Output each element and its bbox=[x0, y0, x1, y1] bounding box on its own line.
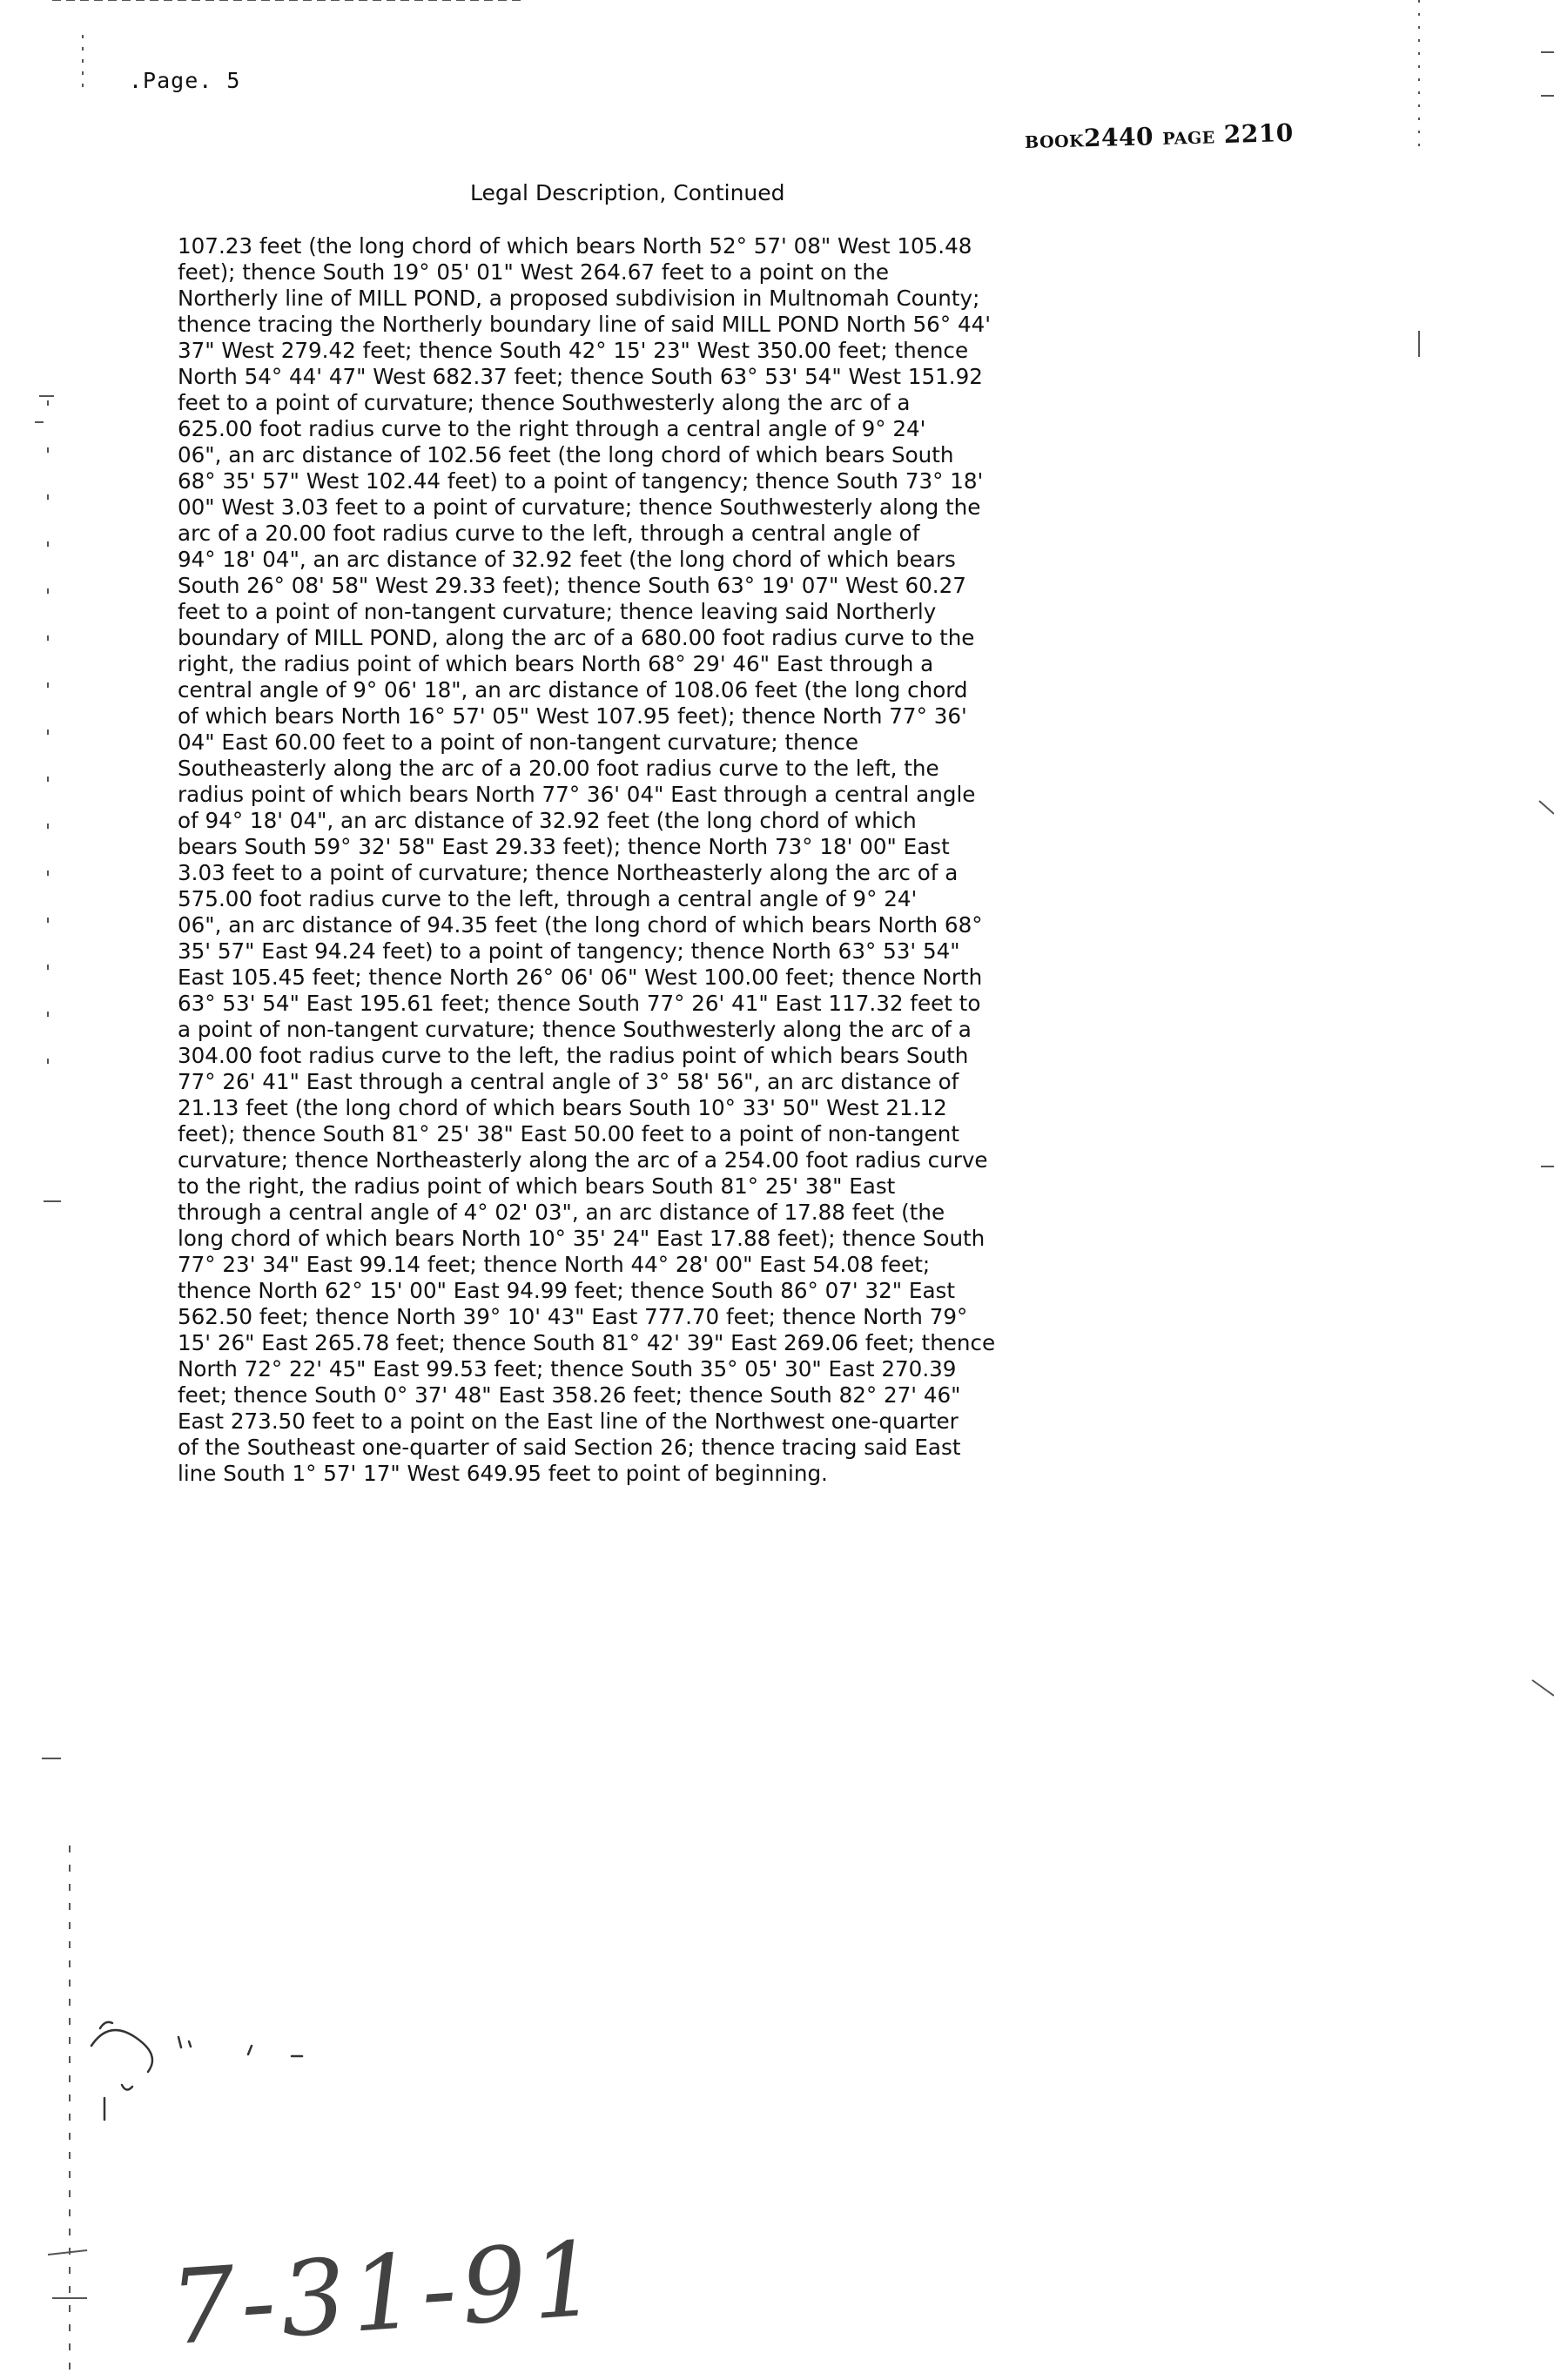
body-text-line: 77° 26' 41" East through a central angle of 3° 58' 56", an arc distance of bbox=[178, 1069, 959, 1094]
legal-description-body bbox=[178, 233, 1179, 1487]
body-text-line: of the Southeast one-quarter of said Section 26; thence tracing said East bbox=[178, 1435, 961, 1460]
body-text-line: line South 1° 57' 17" West 649.95 feet to point of beginning. bbox=[178, 1461, 828, 1486]
body-text-line: feet); thence South 81° 25' 38" East 50.00 feet to a point of non-tangent bbox=[178, 1121, 959, 1146]
handwritten-date: 7-31-91 bbox=[165, 2217, 607, 2369]
body-text-line: East 105.45 feet; thence North 26° 06' 06" West 100.00 feet; thence North bbox=[178, 965, 983, 990]
body-text-line: East 273.50 feet to a point on the East line of the Northwest one-quarter bbox=[178, 1409, 959, 1434]
body-text-line: Northerly line of MILL POND, a proposed subdivision in Multnomah County; bbox=[178, 286, 980, 311]
body-text-line: feet; thence South 0° 37' 48" East 358.26 feet; thence South 82° 27' 46" bbox=[178, 1382, 961, 1408]
body-text-line: 107.23 feet (the long chord of which bears North 52° 57' 08" West 105.48 bbox=[178, 233, 972, 259]
body-text-line: feet to a point of non-tangent curvature; thence leaving said Northerly bbox=[178, 599, 937, 624]
book-number: 2440 bbox=[1083, 122, 1154, 153]
handwritten-initials-scribble bbox=[83, 2002, 361, 2124]
body-text-line: of 94° 18' 04", an arc distance of 32.92 feet (the long chord of which bbox=[178, 808, 917, 833]
body-text-line: boundary of MILL POND, along the arc of a 680.00 foot radius curve to the bbox=[178, 625, 975, 650]
body-text-line: 06", an arc distance of 94.35 feet (the long chord of which bears North 68° bbox=[178, 912, 983, 938]
body-text-line: to the right, the radius point of which bears South 81° 25' 38" East bbox=[178, 1173, 896, 1199]
body-text-line: long chord of which bears North 10° 35' 24" East 17.88 feet); thence South bbox=[178, 1226, 986, 1251]
body-text-line: right, the radius point of which bears North 68° 29' 46" East through a bbox=[178, 651, 934, 676]
body-text-line: 562.50 feet; thence North 39° 10' 43" East 777.70 feet; thence North 79° bbox=[178, 1304, 968, 1329]
body-text-line: 77° 23' 34" East 99.14 feet; thence North 44° 28' 00" East 54.08 feet; bbox=[178, 1252, 931, 1277]
body-text-line: 575.00 foot radius curve to the left, through a central angle of 9° 24' bbox=[178, 886, 918, 911]
body-text-line: central angle of 9° 06' 18", an arc distance of 108.06 feet (the long chord bbox=[178, 677, 968, 703]
body-text-line: North 72° 22' 45" East 99.53 feet; thence South 35° 05' 30" East 270.39 bbox=[178, 1356, 957, 1382]
body-text-line: thence tracing the Northerly boundary line of said MILL POND North 56° 44' bbox=[178, 312, 991, 337]
body-text-line: feet); thence South 19° 05' 01" West 264.67 feet to a point on the bbox=[178, 259, 889, 285]
body-text-line: Southeasterly along the arc of a 20.00 foot radius curve to the left, the bbox=[178, 756, 939, 781]
body-text-line: 15' 26" East 265.78 feet; thence South 81° 42' 39" East 269.06 feet; thence bbox=[178, 1330, 996, 1355]
body-text-line: 625.00 foot radius curve to the right through a central angle of 9° 24' bbox=[178, 416, 926, 441]
body-text-line: 3.03 feet to a point of curvature; thence Northeasterly along the arc of a bbox=[178, 860, 959, 885]
section-heading: Legal Description, Continued bbox=[470, 180, 785, 205]
body-text-line: through a central angle of 4° 02' 03", an arc distance of 17.88 feet (the bbox=[178, 1200, 945, 1225]
body-text-line: 35' 57" East 94.24 feet) to a point of tangency; thence North 63° 53' 54" bbox=[178, 938, 960, 964]
body-text-line: bears South 59° 32' 58" East 29.33 feet); thence North 73° 18' 00" East bbox=[178, 834, 950, 859]
book-prefix: BOOK bbox=[1024, 131, 1085, 153]
body-text-line: 37" West 279.42 feet; thence South 42° 15' 23" West 350.00 feet; thence bbox=[178, 338, 969, 363]
page-prefix: PAGE bbox=[1162, 128, 1215, 149]
body-text-line: 94° 18' 04", an arc distance of 32.92 feet (the long chord of which bears bbox=[178, 547, 956, 572]
body-text-line: South 26° 08' 58" West 29.33 feet); thence South 63° 19' 07" West 60.27 bbox=[178, 573, 966, 598]
body-text-line: 304.00 foot radius curve to the left, the radius point of which bears South bbox=[178, 1043, 969, 1068]
body-text-line: 04" East 60.00 feet to a point of non-tangent curvature; thence bbox=[178, 729, 859, 755]
body-text-line: of which bears North 16° 57' 05" West 107.95 feet); thence North 77° 36' bbox=[178, 703, 967, 729]
body-text-line: curvature; thence Northeasterly along the arc of a 254.00 foot radius curve bbox=[178, 1147, 988, 1173]
body-text-line: 21.13 feet (the long chord of which bears South 10° 33' 50" West 21.12 bbox=[178, 1095, 947, 1120]
body-text-line: arc of a 20.00 foot radius curve to the left, through a central angle of bbox=[178, 521, 920, 546]
body-text-line: feet to a point of curvature; thence Southwesterly along the arc of a bbox=[178, 390, 911, 415]
page-number-label: .Page. 5 bbox=[129, 68, 241, 93]
body-text-line: radius point of which bears North 77° 36' 04" East through a central angle bbox=[178, 782, 976, 807]
body-text-line: 06", an arc distance of 102.56 feet (the long chord of which bears South bbox=[178, 442, 954, 467]
body-text-line: a point of non-tangent curvature; thence Southwesterly along the arc of a bbox=[178, 1017, 972, 1042]
body-text-line: 68° 35' 57" West 102.44 feet) to a point of tangency; thence South 73° 18' bbox=[178, 468, 984, 494]
body-text-line: 00" West 3.03 feet to a point of curvature; thence Southwesterly along the bbox=[178, 494, 981, 520]
body-text-line: thence North 62° 15' 00" East 94.99 feet; thence South 86° 07' 32" East bbox=[178, 1278, 955, 1303]
body-text-line: 63° 53' 54" East 195.61 feet; thence South 77° 26' 41" East 117.32 feet to bbox=[178, 991, 981, 1016]
body-text-line: North 54° 44' 47" West 682.37 feet; thence South 63° 53' 54" West 151.92 bbox=[178, 364, 983, 389]
page-number: 2210 bbox=[1223, 118, 1295, 150]
